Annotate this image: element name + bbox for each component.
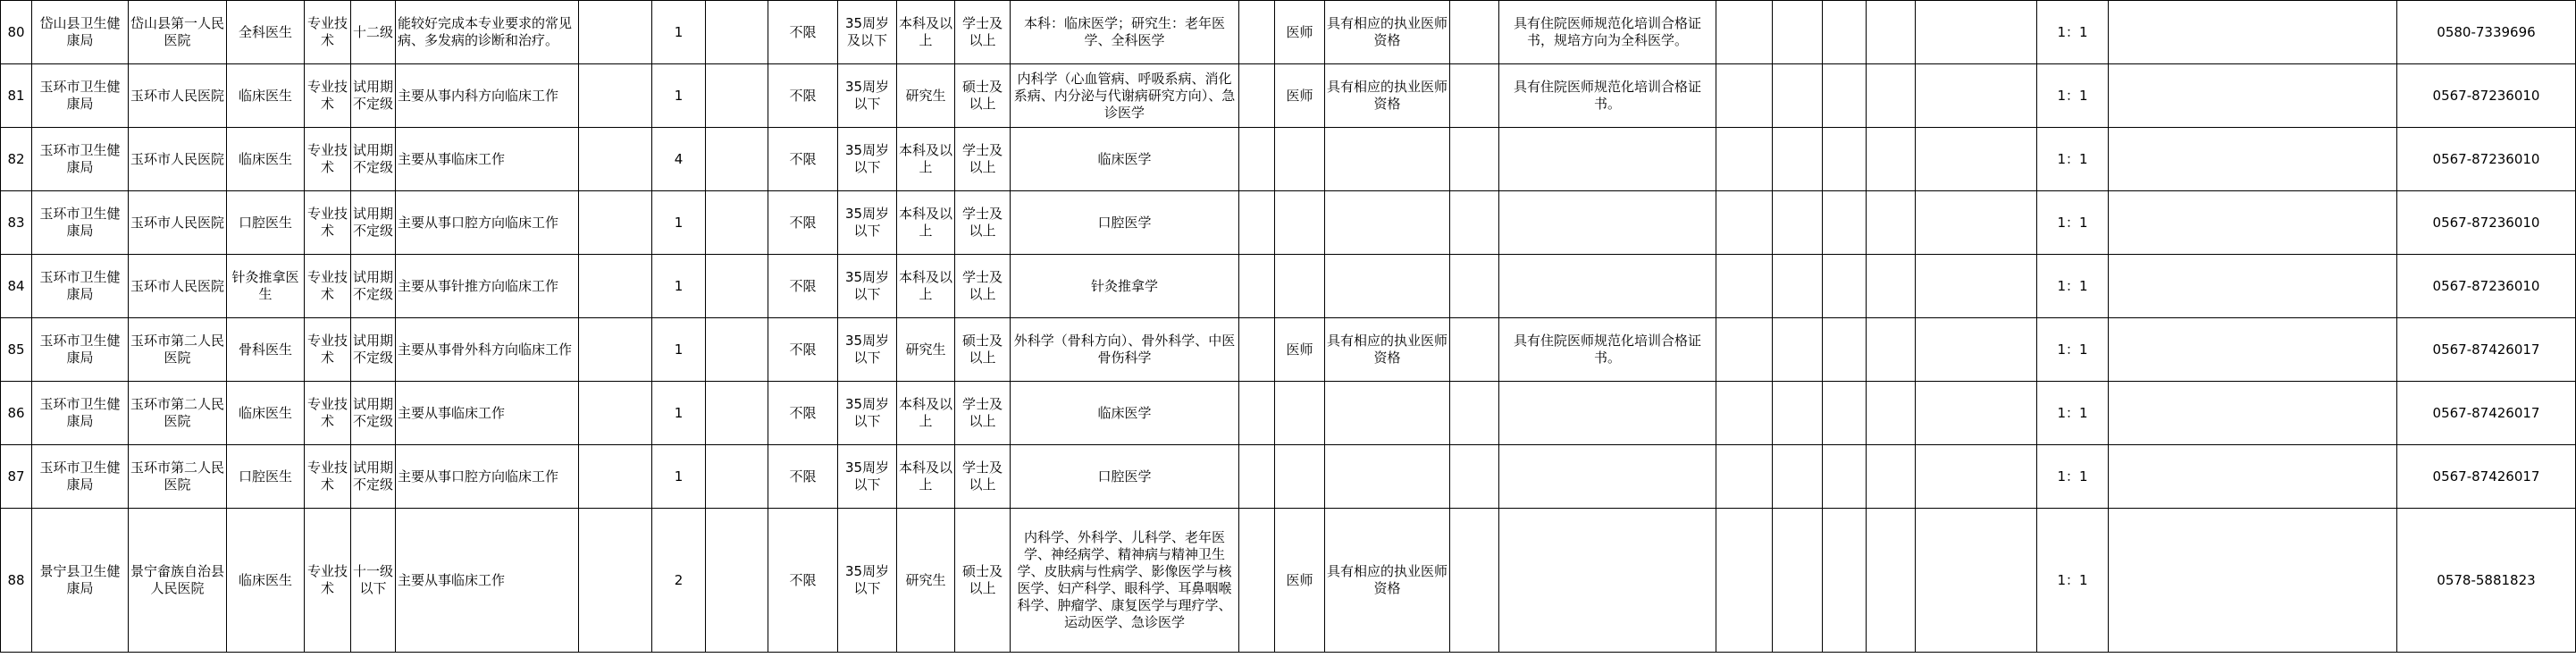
blank-cell [1916, 382, 2037, 445]
blank-cell [1867, 445, 1916, 509]
education-requirement: 本科及以上 [897, 1, 955, 64]
other-requirement: 具有住院医师规范化培训合格证书。 [1499, 318, 1716, 382]
qualification: 医师 [1275, 64, 1325, 128]
blank-cell [2109, 191, 2397, 255]
major-requirement: 口腔医学 [1011, 445, 1239, 509]
blank-cell [1823, 445, 1867, 509]
blank-cell [1916, 445, 2037, 509]
exam-ratio: 1：1 [2037, 318, 2109, 382]
qualification: 医师 [1275, 1, 1325, 64]
exam-ratio: 1：1 [2037, 382, 2109, 445]
age-requirement: 35周岁及以下 [838, 1, 897, 64]
post-name: 临床医生 [227, 509, 305, 653]
blank-cell [1716, 64, 1773, 128]
contact-phone: 0567-87236010 [2397, 255, 2576, 318]
blank-cell [1867, 128, 1916, 191]
competent-department: 玉环市卫生健康局 [32, 191, 129, 255]
post-duty: 能较好完成本专业要求的常见病、多发病的诊断和治疗。 [396, 1, 579, 64]
post-level: 试用期不定级 [351, 255, 396, 318]
post-name: 全科医生 [227, 1, 305, 64]
blank-cell [1823, 1, 1867, 64]
applicant-scope: 不限 [768, 509, 838, 653]
degree-requirement: 硕士及以上 [955, 509, 1011, 653]
post-duty: 主要从事口腔方向临床工作 [396, 191, 579, 255]
blank-cell [1716, 509, 1773, 653]
blank-cell [1450, 128, 1499, 191]
applicant-scope: 不限 [768, 255, 838, 318]
major-requirement: 外科学（骨科方向）、骨外科学、中医骨伤科学 [1011, 318, 1239, 382]
row-number: 81 [1, 64, 32, 128]
row-number: 82 [1, 128, 32, 191]
contact-phone: 0580-7339696 [2397, 1, 2576, 64]
blank-cell [1450, 382, 1499, 445]
hiring-count: 1 [652, 382, 706, 445]
hiring-count: 1 [652, 255, 706, 318]
blank-cell [1867, 255, 1916, 318]
blank-cell [706, 509, 768, 653]
hiring-count: 1 [652, 318, 706, 382]
blank-cell [1239, 1, 1275, 64]
certification [1325, 382, 1450, 445]
education-requirement: 研究生 [897, 318, 955, 382]
other-requirement: 具有住院医师规范化培训合格证书。 [1499, 64, 1716, 128]
degree-requirement: 学士及以上 [955, 191, 1011, 255]
hiring-count: 1 [652, 1, 706, 64]
degree-requirement: 学士及以上 [955, 255, 1011, 318]
post-duty: 主要从事骨外科方向临床工作 [396, 318, 579, 382]
contact-phone: 0567-87426017 [2397, 382, 2576, 445]
blank-cell [1239, 318, 1275, 382]
blank-cell [1450, 318, 1499, 382]
employer-unit: 玉环市第二人民医院 [129, 382, 227, 445]
table-row [1, 64, 2576, 128]
blank-cell [706, 64, 768, 128]
age-requirement: 35周岁以下 [838, 64, 897, 128]
blank-cell [1450, 509, 1499, 653]
post-name: 临床医生 [227, 64, 305, 128]
post-name: 临床医生 [227, 128, 305, 191]
blank-cell [2109, 382, 2397, 445]
contact-phone: 0578-5881823 [2397, 509, 2576, 653]
row-number: 85 [1, 318, 32, 382]
blank-cell [1773, 382, 1823, 445]
blank-cell [1716, 382, 1773, 445]
competent-department: 玉环市卫生健康局 [32, 445, 129, 509]
certification [1325, 128, 1450, 191]
education-requirement: 本科及以上 [897, 191, 955, 255]
post-category: 专业技术 [305, 128, 351, 191]
contact-phone: 0567-87426017 [2397, 445, 2576, 509]
post-duty: 主要从事口腔方向临床工作 [396, 445, 579, 509]
degree-requirement: 学士及以上 [955, 1, 1011, 64]
qualification: 医师 [1275, 509, 1325, 653]
blank-cell [1823, 191, 1867, 255]
major-requirement: 内科学（心血管病、呼吸系病、消化系病、内分泌与代谢病研究方向）、急诊医学 [1011, 64, 1239, 128]
post-name: 口腔医生 [227, 445, 305, 509]
blank-cell [706, 445, 768, 509]
other-requirement: 具有住院医师规范化培训合格证书，规培方向为全科医学。 [1499, 1, 1716, 64]
hiring-count: 1 [652, 445, 706, 509]
blank-cell [706, 1, 768, 64]
other-requirement [1499, 191, 1716, 255]
blank-cell [1916, 318, 2037, 382]
blank-cell [1239, 509, 1275, 653]
blank-cell [706, 255, 768, 318]
competent-department: 玉环市卫生健康局 [32, 382, 129, 445]
age-requirement: 35周岁以下 [838, 191, 897, 255]
degree-requirement: 学士及以上 [955, 382, 1011, 445]
blank-cell [2109, 318, 2397, 382]
applicant-scope: 不限 [768, 318, 838, 382]
table-row [1, 1, 2576, 64]
blank-cell [579, 509, 652, 653]
post-category: 专业技术 [305, 318, 351, 382]
blank-cell [1773, 1, 1823, 64]
blank-cell [1239, 128, 1275, 191]
blank-cell [706, 128, 768, 191]
applicant-scope: 不限 [768, 1, 838, 64]
certification: 具有相应的执业医师资格 [1325, 509, 1450, 653]
blank-cell [579, 1, 652, 64]
blank-cell [1916, 128, 2037, 191]
degree-requirement: 硕士及以上 [955, 64, 1011, 128]
blank-cell [1823, 318, 1867, 382]
certification [1325, 191, 1450, 255]
contact-phone: 0567-87236010 [2397, 64, 2576, 128]
blank-cell [1716, 255, 1773, 318]
other-requirement [1499, 382, 1716, 445]
blank-cell [1450, 255, 1499, 318]
blank-cell [2109, 255, 2397, 318]
blank-cell [1716, 191, 1773, 255]
blank-cell [1450, 445, 1499, 509]
competent-department: 玉环市卫生健康局 [32, 128, 129, 191]
contact-phone: 0567-87426017 [2397, 318, 2576, 382]
blank-cell [1773, 318, 1823, 382]
table-row [1, 128, 2576, 191]
post-name: 口腔医生 [227, 191, 305, 255]
blank-cell [1867, 191, 1916, 255]
education-requirement: 本科及以上 [897, 128, 955, 191]
blank-cell [1773, 509, 1823, 653]
major-requirement: 口腔医学 [1011, 191, 1239, 255]
age-requirement: 35周岁以下 [838, 509, 897, 653]
qualification [1275, 382, 1325, 445]
competent-department: 岱山县卫生健康局 [32, 1, 129, 64]
blank-cell [706, 382, 768, 445]
blank-cell [1867, 64, 1916, 128]
employer-unit: 玉环市人民医院 [129, 255, 227, 318]
post-level: 试用期不定级 [351, 64, 396, 128]
blank-cell [1773, 128, 1823, 191]
post-category: 专业技术 [305, 64, 351, 128]
hiring-count: 2 [652, 509, 706, 653]
exam-ratio: 1：1 [2037, 191, 2109, 255]
qualification [1275, 128, 1325, 191]
row-number: 80 [1, 1, 32, 64]
post-level: 试用期不定级 [351, 128, 396, 191]
blank-cell [706, 318, 768, 382]
exam-ratio: 1：1 [2037, 255, 2109, 318]
blank-cell [2109, 128, 2397, 191]
exam-ratio: 1：1 [2037, 128, 2109, 191]
blank-cell [1239, 191, 1275, 255]
blank-cell [2109, 1, 2397, 64]
other-requirement [1499, 509, 1716, 653]
blank-cell [579, 318, 652, 382]
post-duty: 主要从事针推方向临床工作 [396, 255, 579, 318]
row-number: 88 [1, 509, 32, 653]
certification: 具有相应的执业医师资格 [1325, 1, 1450, 64]
qualification [1275, 255, 1325, 318]
blank-cell [1823, 509, 1867, 653]
certification [1325, 445, 1450, 509]
blank-cell [1823, 128, 1867, 191]
major-requirement: 临床医学 [1011, 128, 1239, 191]
exam-ratio: 1：1 [2037, 64, 2109, 128]
blank-cell [1239, 382, 1275, 445]
degree-requirement: 学士及以上 [955, 128, 1011, 191]
post-name: 针灸推拿医生 [227, 255, 305, 318]
post-category: 专业技术 [305, 382, 351, 445]
row-number: 84 [1, 255, 32, 318]
employer-unit: 玉环市第二人民医院 [129, 445, 227, 509]
employer-unit: 景宁畲族自治县人民医院 [129, 509, 227, 653]
blank-cell [579, 191, 652, 255]
blank-cell [579, 382, 652, 445]
blank-cell [1916, 1, 2037, 64]
exam-ratio: 1：1 [2037, 445, 2109, 509]
education-requirement: 研究生 [897, 509, 955, 653]
certification: 具有相应的执业医师资格 [1325, 318, 1450, 382]
blank-cell [1916, 509, 2037, 653]
blank-cell [1716, 1, 1773, 64]
blank-cell [1239, 255, 1275, 318]
post-level: 试用期不定级 [351, 382, 396, 445]
post-name: 临床医生 [227, 382, 305, 445]
table-row [1, 509, 2576, 653]
blank-cell [1716, 318, 1773, 382]
major-requirement: 本科：临床医学；研究生：老年医学、全科医学 [1011, 1, 1239, 64]
post-duty: 主要从事临床工作 [396, 509, 579, 653]
competent-department: 玉环市卫生健康局 [32, 255, 129, 318]
major-requirement: 针灸推拿学 [1011, 255, 1239, 318]
table-row [1, 382, 2576, 445]
competent-department: 玉环市卫生健康局 [32, 64, 129, 128]
post-level: 试用期不定级 [351, 445, 396, 509]
employer-unit: 玉环市人民医院 [129, 191, 227, 255]
post-level: 十一级以下 [351, 509, 396, 653]
major-requirement: 内科学、外科学、儿科学、老年医学、神经病学、精神病与精神卫生学、皮肤病与性病学、影像医学与核医学、妇产科学、眼科学、耳鼻咽喉科学、肿瘤学、康复医学与理疗学、运动医学、急诊医学 [1011, 509, 1239, 653]
post-category: 专业技术 [305, 509, 351, 653]
blank-cell [1916, 191, 2037, 255]
age-requirement: 35周岁以下 [838, 445, 897, 509]
age-requirement: 35周岁以下 [838, 382, 897, 445]
qualification [1275, 445, 1325, 509]
education-requirement: 本科及以上 [897, 382, 955, 445]
education-requirement: 本科及以上 [897, 255, 955, 318]
post-level: 十二级 [351, 1, 396, 64]
post-category: 专业技术 [305, 255, 351, 318]
post-duty: 主要从事临床工作 [396, 382, 579, 445]
blank-cell [1450, 64, 1499, 128]
major-requirement: 临床医学 [1011, 382, 1239, 445]
employer-unit: 玉环市人民医院 [129, 64, 227, 128]
blank-cell [1773, 64, 1823, 128]
blank-cell [579, 64, 652, 128]
employer-unit: 岱山县第一人民医院 [129, 1, 227, 64]
row-number: 87 [1, 445, 32, 509]
blank-cell [2109, 509, 2397, 653]
table-row [1, 445, 2576, 509]
other-requirement [1499, 255, 1716, 318]
table-row [1, 318, 2576, 382]
post-duty: 主要从事内科方向临床工作 [396, 64, 579, 128]
blank-cell [1773, 255, 1823, 318]
post-level: 试用期不定级 [351, 318, 396, 382]
blank-cell [1823, 382, 1867, 445]
table-row [1, 255, 2576, 318]
education-requirement: 本科及以上 [897, 445, 955, 509]
qualification [1275, 191, 1325, 255]
other-requirement [1499, 128, 1716, 191]
exam-ratio: 1：1 [2037, 1, 2109, 64]
age-requirement: 35周岁以下 [838, 128, 897, 191]
applicant-scope: 不限 [768, 64, 838, 128]
post-level: 试用期不定级 [351, 191, 396, 255]
blank-cell [579, 255, 652, 318]
hiring-count: 1 [652, 64, 706, 128]
blank-cell [1239, 445, 1275, 509]
blank-cell [1773, 191, 1823, 255]
blank-cell [1716, 445, 1773, 509]
blank-cell [579, 445, 652, 509]
age-requirement: 35周岁以下 [838, 318, 897, 382]
blank-cell [1773, 445, 1823, 509]
table-row [1, 191, 2576, 255]
post-category: 专业技术 [305, 191, 351, 255]
contact-phone: 0567-87236010 [2397, 128, 2576, 191]
blank-cell [1239, 64, 1275, 128]
blank-cell [1716, 128, 1773, 191]
post-name: 骨科医生 [227, 318, 305, 382]
blank-cell [2109, 64, 2397, 128]
contact-phone: 0567-87236010 [2397, 191, 2576, 255]
certification [1325, 255, 1450, 318]
employer-unit: 玉环市人民医院 [129, 128, 227, 191]
applicant-scope: 不限 [768, 128, 838, 191]
blank-cell [1450, 1, 1499, 64]
hiring-count: 1 [652, 191, 706, 255]
degree-requirement: 学士及以上 [955, 445, 1011, 509]
blank-cell [1867, 318, 1916, 382]
hiring-count: 4 [652, 128, 706, 191]
degree-requirement: 硕士及以上 [955, 318, 1011, 382]
competent-department: 玉环市卫生健康局 [32, 318, 129, 382]
blank-cell [1916, 64, 2037, 128]
qualification: 医师 [1275, 318, 1325, 382]
competent-department: 景宁县卫生健康局 [32, 509, 129, 653]
blank-cell [1823, 255, 1867, 318]
applicant-scope: 不限 [768, 445, 838, 509]
blank-cell [1916, 255, 2037, 318]
blank-cell [1867, 382, 1916, 445]
blank-cell [1823, 64, 1867, 128]
employer-unit: 玉环市第二人民医院 [129, 318, 227, 382]
post-duty: 主要从事临床工作 [396, 128, 579, 191]
certification: 具有相应的执业医师资格 [1325, 64, 1450, 128]
row-number: 83 [1, 191, 32, 255]
row-number: 86 [1, 382, 32, 445]
blank-cell [1867, 509, 1916, 653]
blank-cell [579, 128, 652, 191]
other-requirement [1499, 445, 1716, 509]
applicant-scope: 不限 [768, 191, 838, 255]
blank-cell [1450, 191, 1499, 255]
blank-cell [706, 191, 768, 255]
blank-cell [1867, 1, 1916, 64]
education-requirement: 研究生 [897, 64, 955, 128]
post-category: 专业技术 [305, 445, 351, 509]
exam-ratio: 1：1 [2037, 509, 2109, 653]
post-category: 专业技术 [305, 1, 351, 64]
blank-cell [2109, 445, 2397, 509]
age-requirement: 35周岁以下 [838, 255, 897, 318]
applicant-scope: 不限 [768, 382, 838, 445]
